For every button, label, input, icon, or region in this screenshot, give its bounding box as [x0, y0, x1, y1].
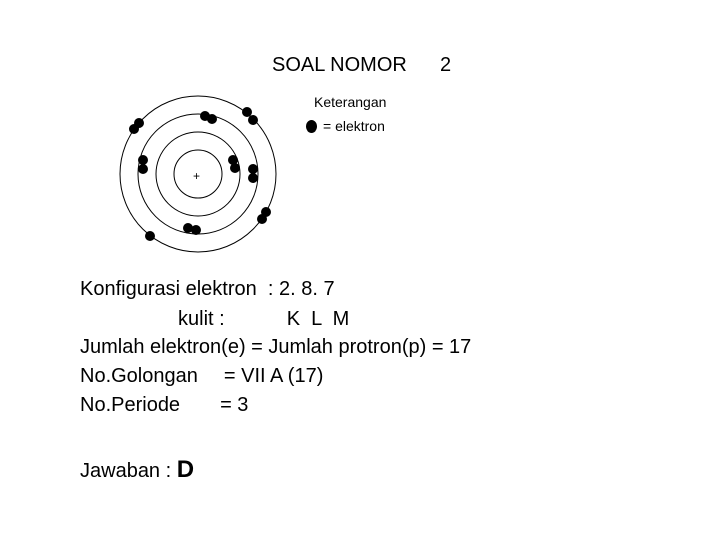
answer-value: D	[176, 456, 195, 483]
electron	[242, 107, 252, 117]
periode-value: = 3	[220, 394, 249, 416]
shell-label: kulit :	[178, 308, 225, 330]
answer-line	[80, 456, 194, 484]
electron	[207, 114, 217, 124]
electron	[145, 231, 155, 241]
electron	[129, 124, 139, 134]
config-value: : 2. 8. 7	[267, 278, 335, 300]
slide-title-number: 2	[440, 54, 452, 76]
golongan-line	[80, 365, 323, 388]
shell-value: K L M	[286, 308, 350, 330]
shell-line	[178, 308, 349, 331]
legend-title: Keterangan	[314, 94, 387, 110]
golongan-value: = VII A (17)	[223, 365, 324, 387]
electron	[138, 155, 148, 165]
nucleus-label: +	[193, 169, 201, 183]
config-line	[80, 278, 335, 301]
slide-title: SOAL NOMOR	[272, 54, 407, 76]
periode-label: No.Periode	[80, 394, 181, 416]
electron	[248, 164, 258, 174]
electron	[257, 214, 267, 224]
config-label: Konfigurasi elektron	[80, 278, 257, 300]
electron	[248, 115, 258, 125]
electron	[230, 163, 240, 173]
answer-label: Jawaban :	[80, 460, 172, 482]
golongan-label: No.Golongan	[80, 365, 198, 387]
electron	[191, 225, 201, 235]
periode-line	[80, 394, 248, 417]
legend-label: = elektron	[323, 118, 385, 134]
electron	[248, 173, 258, 183]
electron	[138, 164, 148, 174]
jumlah-line: Jumlah elektron(e) = Jumlah protron(p) = 17	[80, 336, 472, 358]
